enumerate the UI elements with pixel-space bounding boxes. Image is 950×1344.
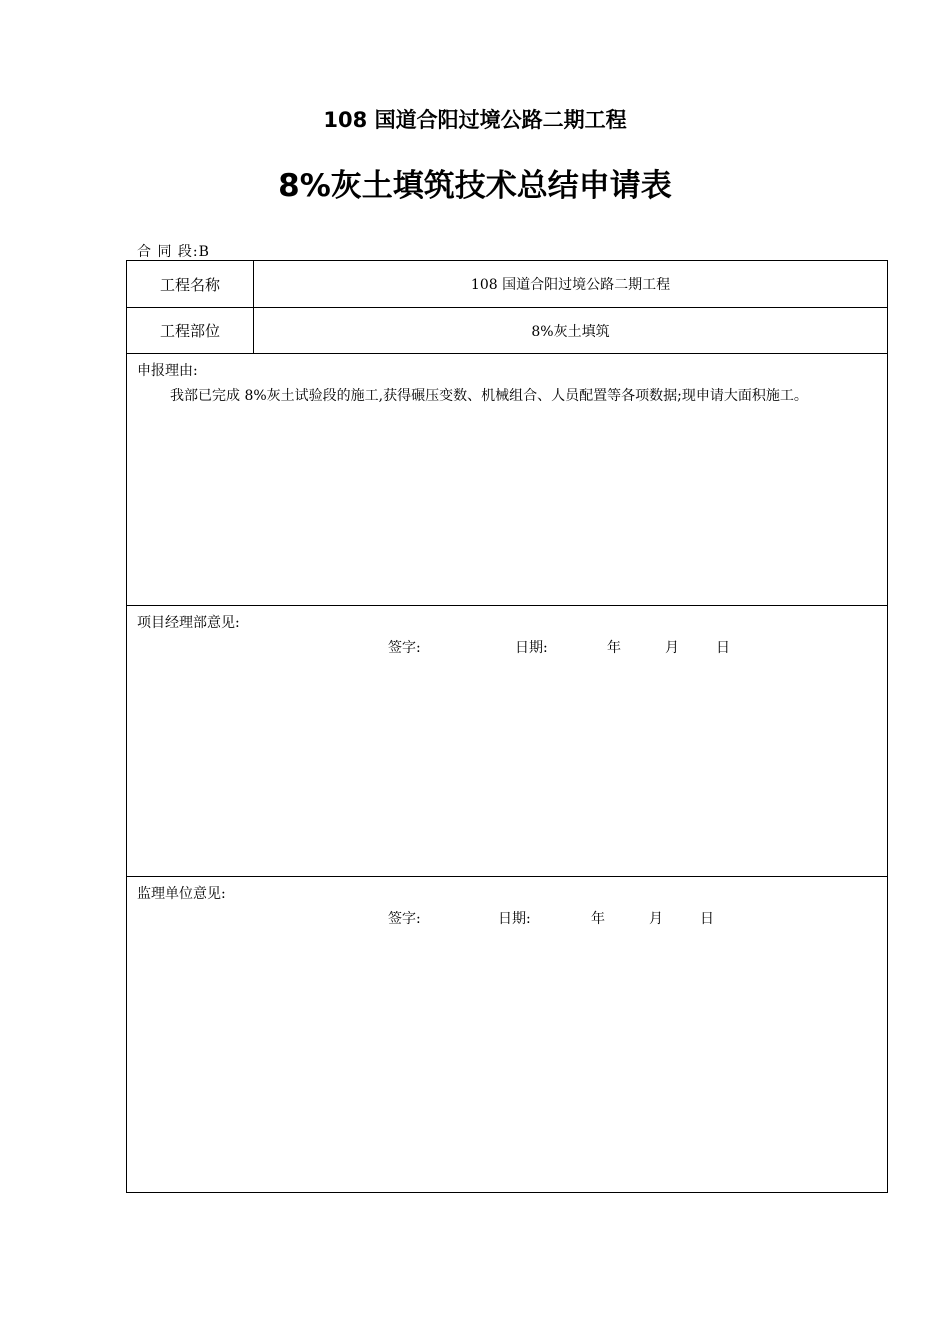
manager-opinion-section xyxy=(127,606,887,877)
supervisor-year-label: 年 xyxy=(591,911,605,927)
form-title: 8%灰土填筑技术总结申请表 xyxy=(278,168,672,204)
manager-year-label: 年 xyxy=(607,640,621,656)
manager-month-label: 月 xyxy=(665,640,679,656)
application-form xyxy=(126,260,888,1193)
manager-day-label: 日 xyxy=(716,640,730,656)
manager-opinion-label: 项目经理部意见: xyxy=(137,615,240,631)
supervisor-opinion-label: 监理单位意见: xyxy=(137,886,226,902)
contract-section: 合 同 段:B xyxy=(137,244,210,260)
supervisor-month-label: 月 xyxy=(649,911,663,927)
project-title: 108 国道合阳过境公路二期工程 xyxy=(323,108,627,132)
supervisor-signature-label: 签字: xyxy=(388,911,421,927)
project-name-row xyxy=(127,261,887,308)
manager-signature-label: 签字: xyxy=(388,640,421,656)
reason-section xyxy=(127,354,887,606)
reason-label: 申报理由: xyxy=(137,363,198,379)
project-name-value: 108 国道合阳过境公路二期工程 xyxy=(470,277,671,293)
supervisor-day-label: 日 xyxy=(700,911,714,927)
supervisor-date-label: 日期: xyxy=(498,911,531,927)
manager-date-label: 日期: xyxy=(515,640,548,656)
project-part-label: 工程部位 xyxy=(127,308,254,353)
reason-text: 我部已完成 8%灰土试验段的施工,获得碾压变数、机械组合、人员配置等各项数据;现申请大面积施工。 xyxy=(170,388,808,404)
project-name-label: 工程名称 xyxy=(127,261,254,307)
supervisor-opinion-section xyxy=(127,877,887,1192)
project-part-value: 8%灰土填筑 xyxy=(531,323,610,340)
project-part-row xyxy=(127,308,887,354)
